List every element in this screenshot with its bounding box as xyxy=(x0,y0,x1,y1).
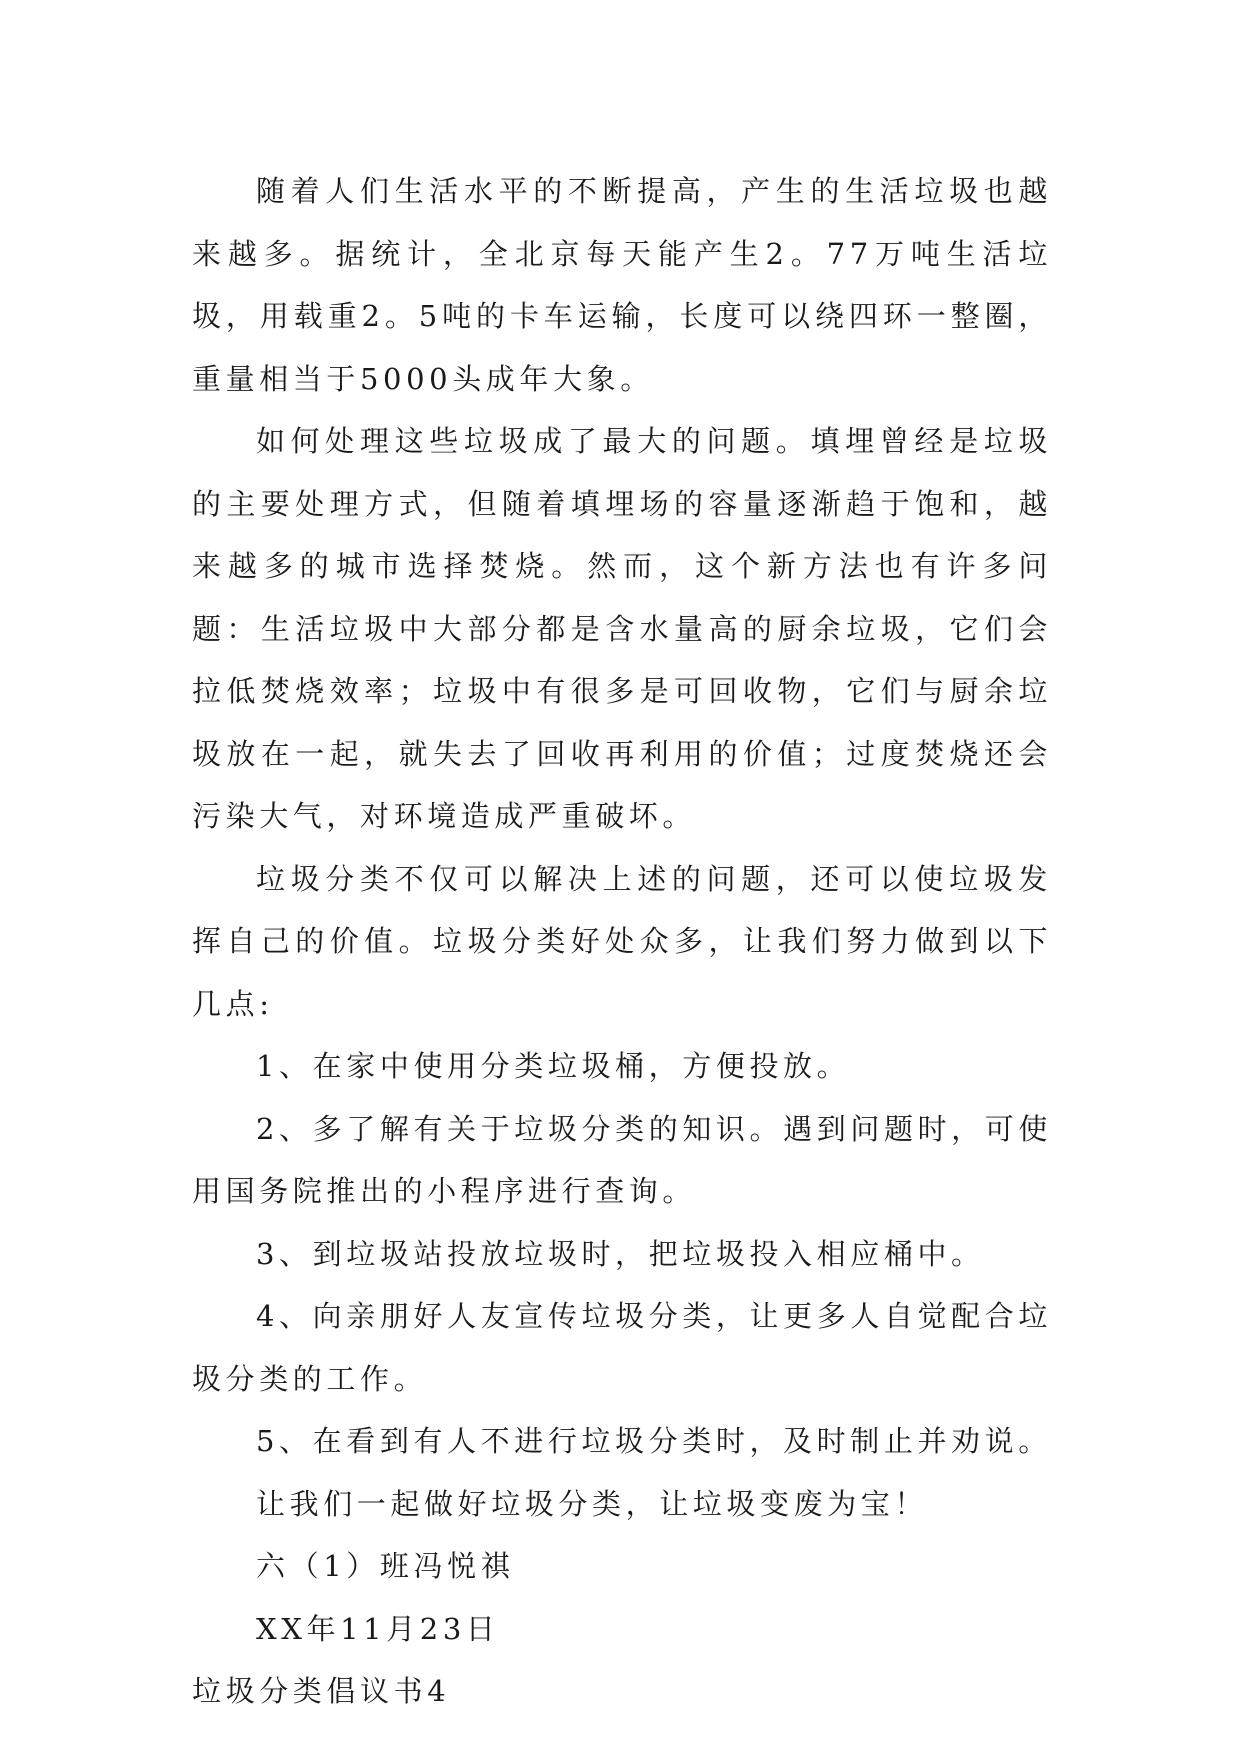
list-item-3: 3、到垃圾站投放垃圾时，把垃圾投入相应桶中。 xyxy=(256,1236,985,1271)
author-signature: 六（1）班冯悦祺 xyxy=(256,1549,515,1583)
paragraph-garbage-statistics: 随着人们生活水平的不断提高，产生的生活垃圾也越来越多。据统计，全北京每天能产生2。77万吨生活垃圾，用载重2。5吨的卡车运输，长度可以绕四环一整圈，重量相当于5000头成年大象。 xyxy=(192,174,1052,396)
document-date: XX年11月23日 xyxy=(256,1611,500,1646)
paragraph-sorting-benefits: 垃圾分类不仅可以解决上述的问题，还可以使垃圾发挥自己的价值。垃圾分类好处众多，让我们努力做到以下几点: xyxy=(192,861,1052,1021)
closing-slogan: 让我们一起做好垃圾分类，让垃圾变废为宝！ xyxy=(256,1486,929,1521)
next-section-heading: 垃圾分类倡议书4 xyxy=(192,1674,451,1708)
paragraph-disposal-problems: 如何处理这些垃圾成了最大的问题。填埋曾经是垃圾的主要处理方式，但随着填埋场的容量逐渐趋于饱和，越来越多的城市选择焚烧。然而，这个新方法也有许多问题：生活垃圾中大部分都是含水量高的厨余垃圾，它们会拉低焚烧效率；垃圾中有很多是可回收物，它们与厨余垃圾放在一起，就失去了回收再利用的价值；过度焚烧还会污染大气，对环境造成严重破坏。 xyxy=(192,424,1052,833)
list-item-4: 4、向亲朋好人友宣传垃圾分类，让更多人自觉配合垃圾分类的工作。 xyxy=(192,1299,1052,1396)
list-item-1: 1、在家中使用分类垃圾桶，方便投放。 xyxy=(256,1049,851,1083)
list-item-5: 5、在看到有人不进行垃圾分类时，及时制止并劝说。 xyxy=(256,1424,1052,1458)
list-item-2: 2、多了解有关于垃圾分类的知识。遇到问题时，可使用国务院推出的小程序进行查询。 xyxy=(192,1111,1052,1208)
document-body xyxy=(192,160,1052,1723)
